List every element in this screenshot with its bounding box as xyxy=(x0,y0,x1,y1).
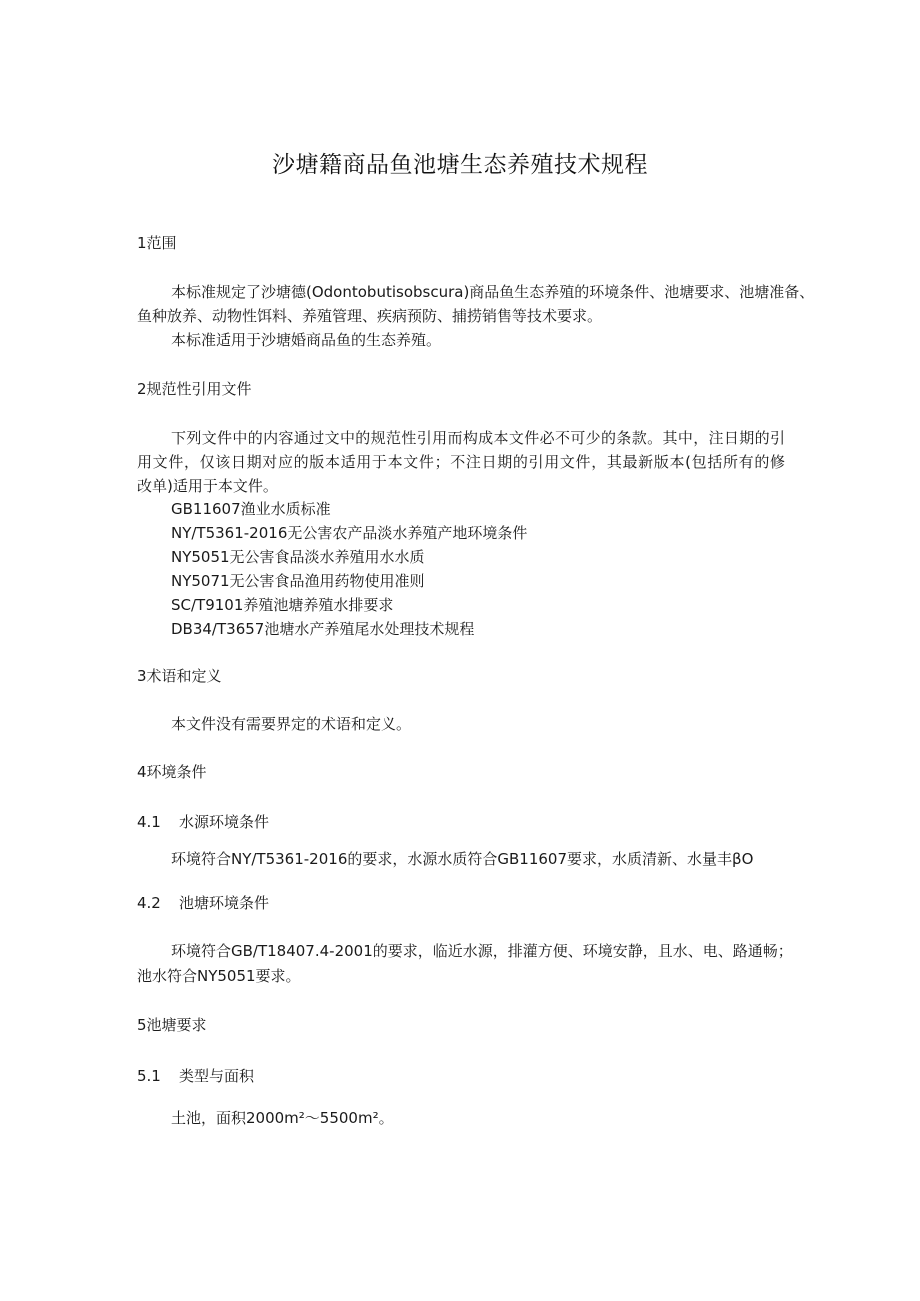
subsection-title: 水源环境条件 xyxy=(179,813,270,831)
subsection-4-1-heading xyxy=(137,813,269,831)
subsection-4-2-heading xyxy=(137,894,269,912)
reference-item: GB11607渔业水质标准 xyxy=(171,500,331,518)
section-2-para-line-1: 下列文件中的内容通过文中的规范性引用而构成本文件必不可少的条款。其中，注日期的引 xyxy=(171,429,785,447)
section-2-heading: 2规范性引用文件 xyxy=(137,380,252,398)
section-5-heading: 5池塘要求 xyxy=(137,1016,207,1034)
reference-item: SC/T9101养殖池塘养殖水排要求 xyxy=(171,596,394,614)
subsection-4-2-line-2: 池水符合NY5051要求。 xyxy=(137,967,301,985)
subsection-5-1-text: 土池，面积2000m²～5500m²。 xyxy=(171,1109,394,1127)
section-1-para-1-line-2: 鱼种放养、动物性饵料、养殖管理、疾病预防、捕捞销售等技术要求。 xyxy=(137,307,603,325)
section-3-para: 本文件没有需要界定的术语和定义。 xyxy=(171,715,412,733)
subsection-4-1-text: 环境符合NY/T5361-2016的要求，水源水质符合GB11607要求，水质清新、水量丰βO xyxy=(171,850,754,868)
section-1-para-1-line-1: 本标准规定了沙塘德(Odontobutisobscura)商品鱼生态养殖的环境条件、池塘要求、池塘准备、 xyxy=(171,283,815,301)
subsection-title: 类型与面积 xyxy=(179,1067,255,1085)
reference-item: DB34/T3657池塘水产养殖尾水处理技术规程 xyxy=(171,620,475,638)
section-1-heading: 1范围 xyxy=(137,234,177,252)
subsection-number: 4.2 xyxy=(137,894,161,912)
reference-item: NY5071无公害食品渔用药物使用准则 xyxy=(171,572,425,590)
section-2-para-line-2: 用文件，仅该日期对应的版本适用于本文件；不注日期的引用文件，其最新版本(包括所有的修 xyxy=(137,453,785,471)
subsection-number: 5.1 xyxy=(137,1067,161,1085)
section-1-para-2: 本标准适用于沙塘婚商品鱼的生态养殖。 xyxy=(171,331,442,349)
section-3-heading: 3术语和定义 xyxy=(137,667,222,685)
reference-item: NY/T5361-2016无公害农产品淡水养殖产地环境条件 xyxy=(171,524,528,542)
document-title: 沙塘籍商品鱼池塘生态养殖技术规程 xyxy=(272,152,648,178)
subsection-4-2-line-1: 环境符合GB/T18407.4-2001的要求，临近水源，排灌方便、环境安静，且水、电、路通畅； xyxy=(171,942,793,960)
subsection-number: 4.1 xyxy=(137,813,161,831)
reference-item: NY5051无公害食品淡水养殖用水水质 xyxy=(171,548,425,566)
subsection-5-1-heading xyxy=(137,1067,254,1085)
section-4-heading: 4环境条件 xyxy=(137,763,207,781)
section-2-para-line-3: 改单)适用于本文件。 xyxy=(137,477,278,495)
subsection-title: 池塘环境条件 xyxy=(179,894,270,912)
